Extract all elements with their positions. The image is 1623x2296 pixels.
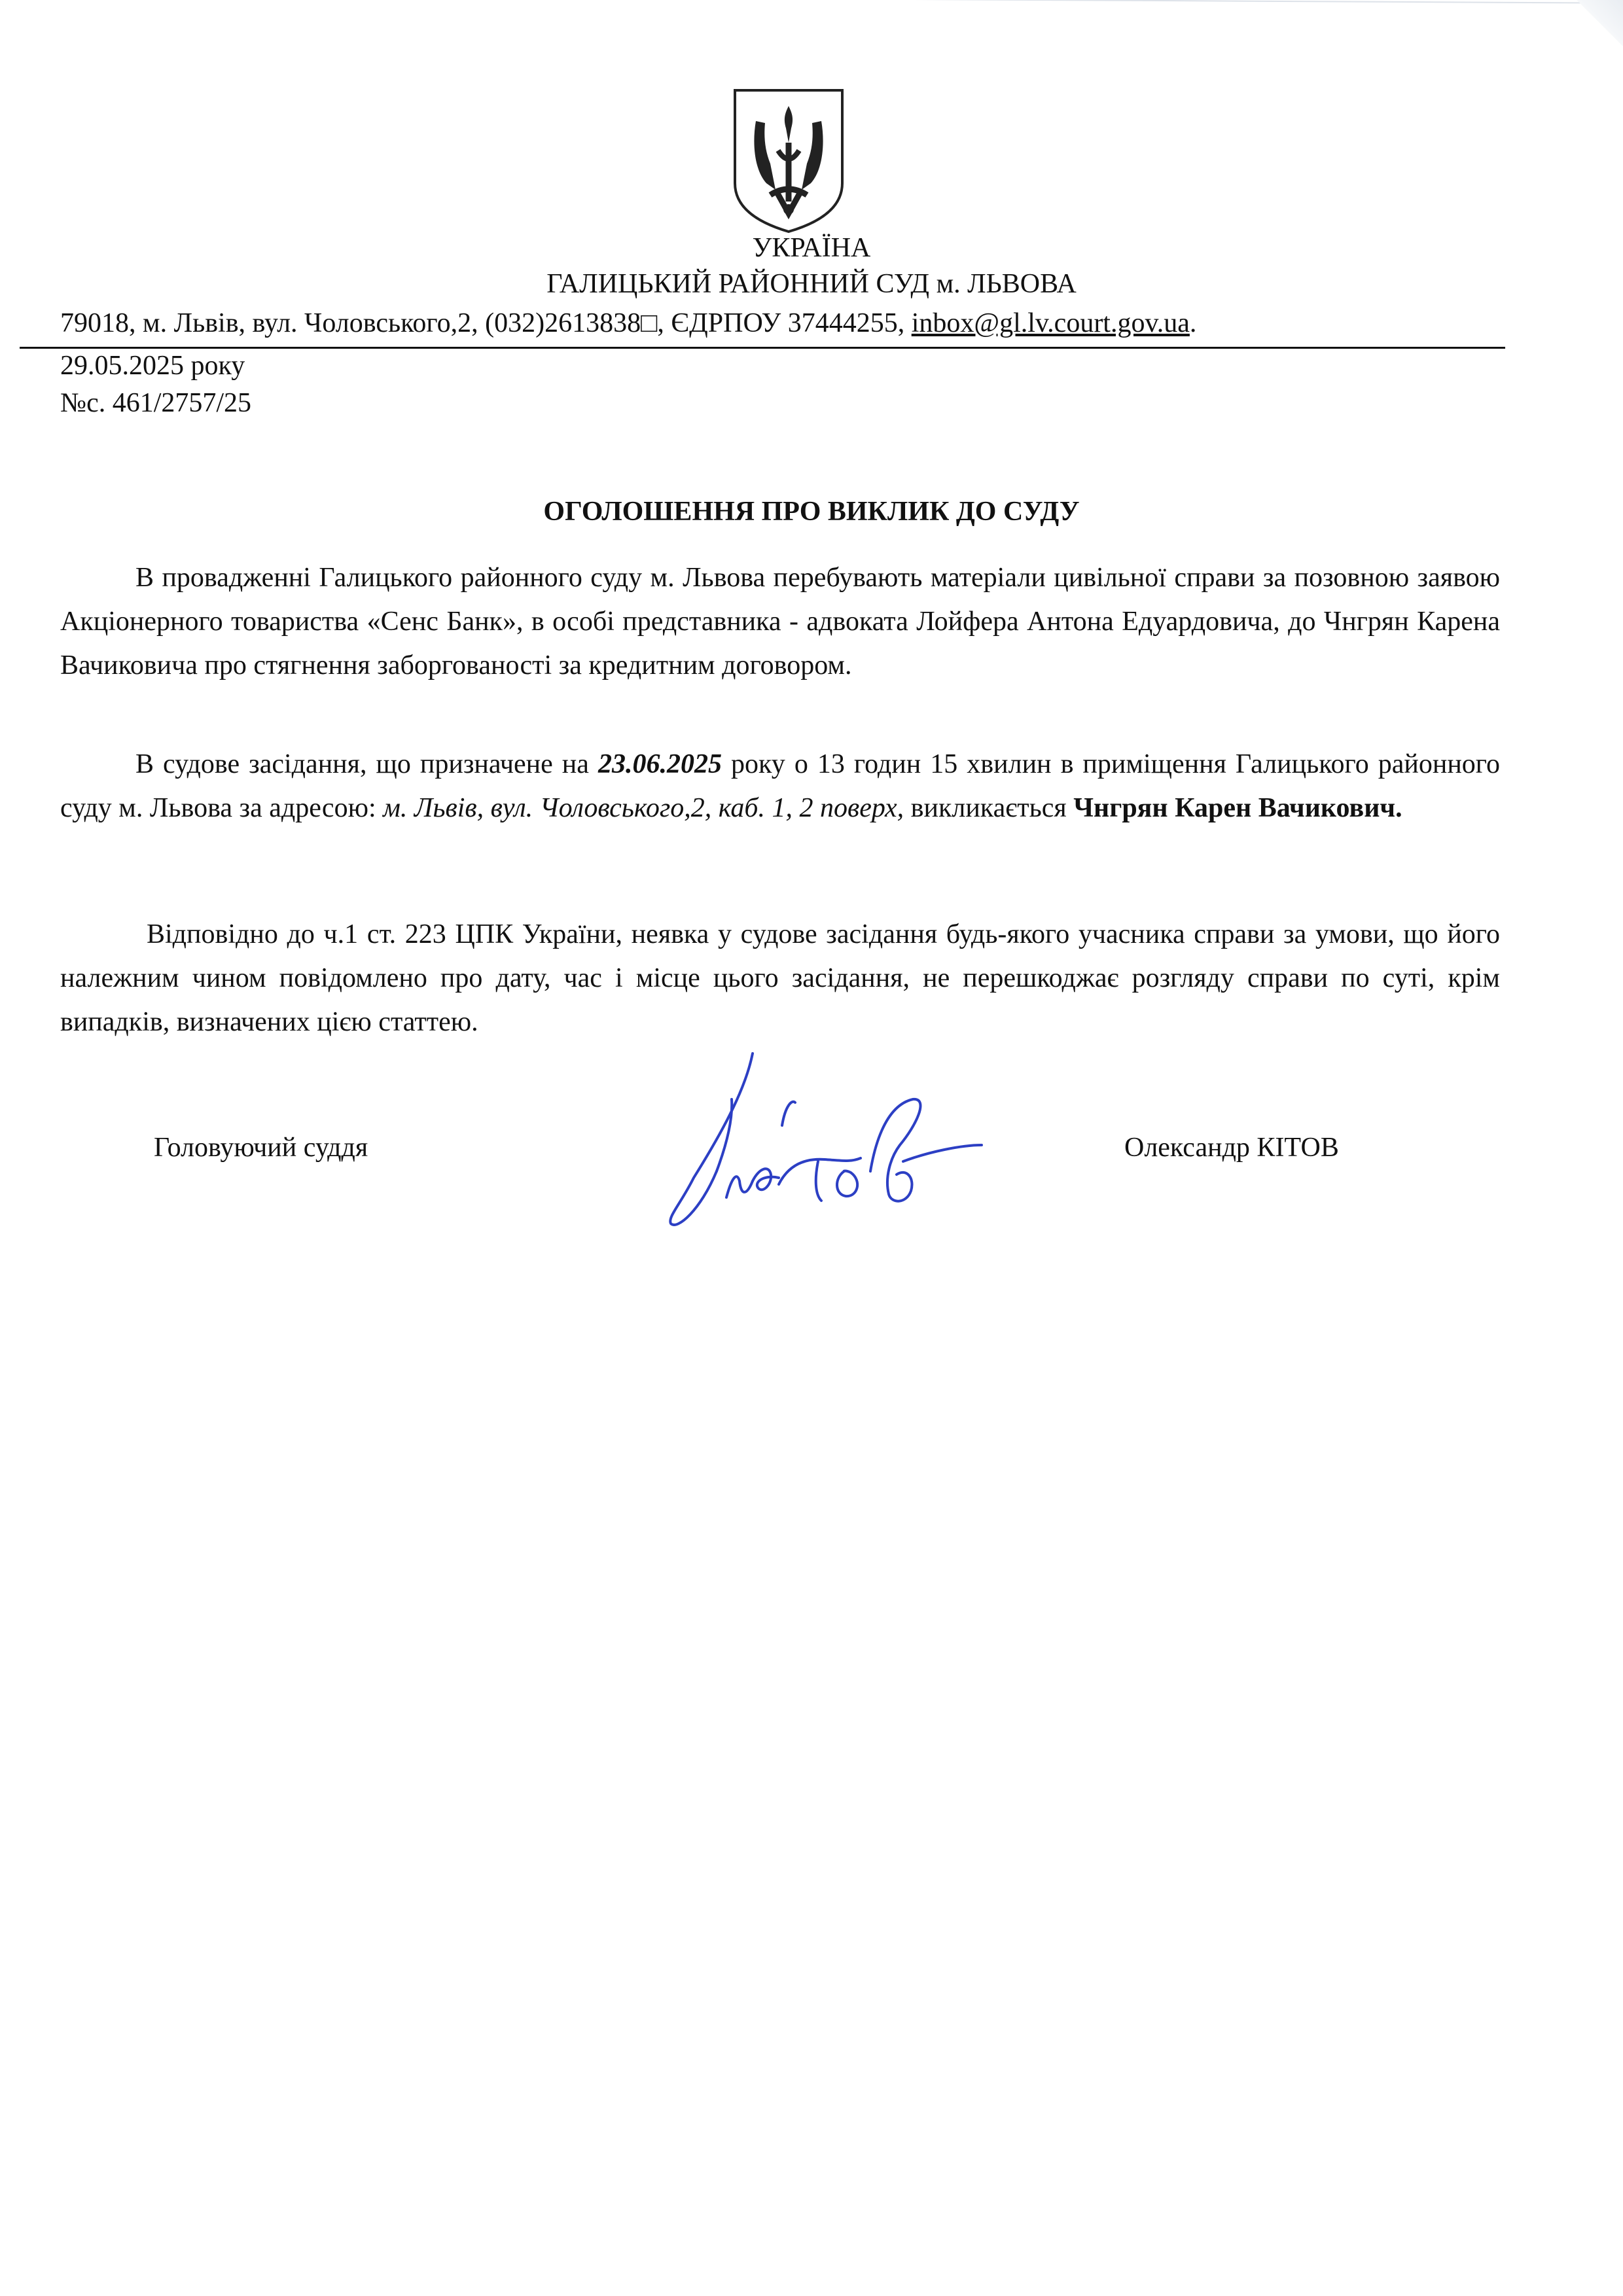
signer-name: Олександр КІТОВ bbox=[1124, 1133, 1339, 1163]
header-divider bbox=[20, 347, 1505, 349]
document-date: 29.05.2025 року bbox=[60, 351, 245, 381]
page-curl bbox=[1577, 0, 1623, 46]
hearing-text-2: року о 13 годин 15 хвилин в приміщення Галицького районного суду м. Львова за адресою: bbox=[60, 749, 1500, 823]
scan-edge bbox=[707, 0, 1610, 9]
page-title: ОГОЛОШЕННЯ ПРО ВИКЛИК ДО СУДУ bbox=[543, 497, 1080, 527]
hearing-address: м. Львів, вул. Чоловського,2, каб. 1, 2 поверх, bbox=[383, 793, 904, 823]
address-text: 79018, м. Львів, вул. Чоловського,2, (032)2613838□, ЄДРПОУ 37444255, bbox=[60, 308, 912, 338]
handwritten-signature bbox=[654, 1047, 995, 1243]
paragraph-hearing bbox=[60, 743, 1500, 830]
hearing-text-1: В судове засідання, що призначене на bbox=[135, 749, 598, 779]
paragraph-legal-note: Відповідно до ч.1 ст. 223 ЦПК України, неявка у судове засідання будь-якого учасника справи за умови, що його належним чином повідомлено про дату, час і місце цього засідання, не перешкоджає розгляду справи по суті, крім випадків, визначених цією статтею. bbox=[60, 919, 1500, 1037]
case-number: №с. 461/2757/25 bbox=[60, 388, 252, 418]
coat-of-arms-icon bbox=[730, 85, 847, 236]
email-link[interactable]: inbox@gl.lv.court.gov.ua bbox=[911, 308, 1190, 338]
signer-role: Головуючий суддя bbox=[154, 1133, 368, 1163]
address-end: . bbox=[1189, 308, 1197, 338]
court-address bbox=[60, 308, 1500, 339]
header-country: УКРАЇНА bbox=[752, 233, 871, 263]
hearing-text-3: викликається bbox=[904, 793, 1074, 823]
hearing-date: 23.06.2025 bbox=[597, 749, 722, 779]
summoned-person: Чнгрян Карен Вачикович. bbox=[1073, 793, 1402, 823]
header-court-name: ГАЛИЦЬКИЙ РАЙОННИЙ СУД м. ЛЬВОВА bbox=[546, 269, 1077, 299]
paragraph-case-info: В провадженні Галицького районного суду м. Львова перебувають матеріали цивільної справи за позовною заявою Акціонерного товариства «Сенс Банк», в особі представника - адвоката Лойфера Антона Едуардовича, до Чнгрян Карена Вачиковича про стягнення заборгованості за кредитним договором. bbox=[60, 563, 1500, 680]
